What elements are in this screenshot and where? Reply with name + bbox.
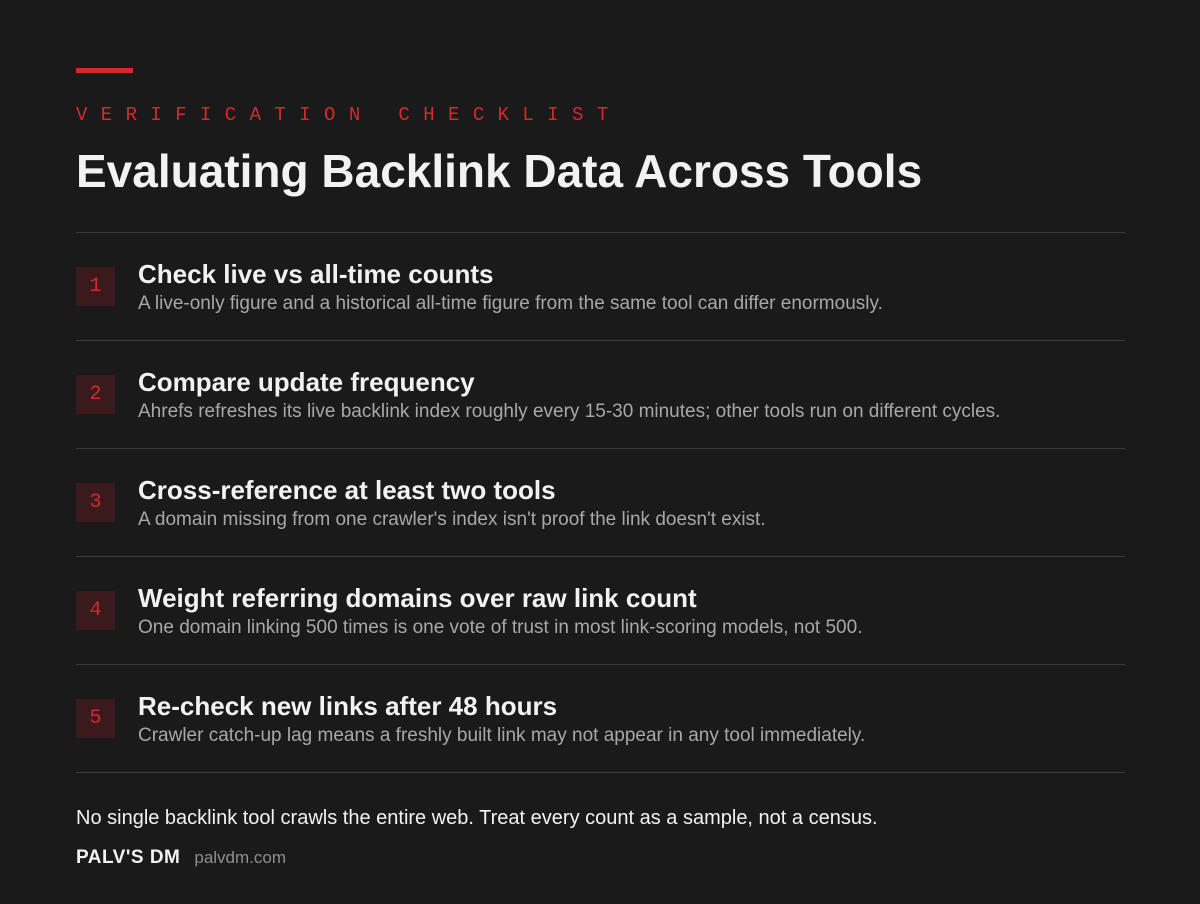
item-description: Ahrefs refreshes its live backlink index roughly every 15-30 minutes; other tools run on different cycles. — [138, 401, 1001, 422]
checklist-item — [76, 449, 1125, 557]
item-title: Re-check new links after 48 hours — [138, 691, 558, 721]
item-number-badge: 3 — [76, 483, 115, 522]
item-title: Compare update frequency — [138, 367, 475, 397]
checklist-item — [76, 341, 1125, 449]
eyebrow-label: VERIFICATION CHECKLIST — [76, 104, 622, 126]
checklist-card — [76, 0, 1125, 904]
item-description: One domain linking 500 times is one vote of trust in most link-scoring models, not 500. — [138, 617, 863, 638]
brand-url: palvdm.com — [194, 848, 287, 867]
footer-note: No single backlink tool crawls the entire web. Treat every count as a sample, not a census. — [76, 807, 878, 829]
item-number-badge: 2 — [76, 375, 115, 414]
page-title: Evaluating Backlink Data Across Tools — [76, 145, 923, 197]
checklist-item — [76, 557, 1125, 665]
item-number-badge: 5 — [76, 699, 115, 738]
checklist-item — [76, 233, 1125, 341]
brand — [76, 847, 286, 869]
brand-name: PALV'S DM — [76, 847, 181, 868]
item-title: Cross-reference at least two tools — [138, 475, 556, 505]
accent-bar — [76, 68, 133, 73]
item-description: A domain missing from one crawler's index isn't proof the link doesn't exist. — [138, 509, 766, 530]
item-number-badge: 1 — [76, 267, 115, 306]
item-number-badge: 4 — [76, 591, 115, 630]
item-description: Crawler catch-up lag means a freshly built link may not appear in any tool immediately. — [138, 725, 866, 746]
item-title: Weight referring domains over raw link count — [138, 583, 697, 613]
checklist — [76, 233, 1125, 773]
item-title: Check live vs all-time counts — [138, 259, 494, 289]
item-description: A live-only figure and a historical all-time figure from the same tool can differ enormously. — [138, 293, 883, 314]
checklist-item — [76, 665, 1125, 773]
